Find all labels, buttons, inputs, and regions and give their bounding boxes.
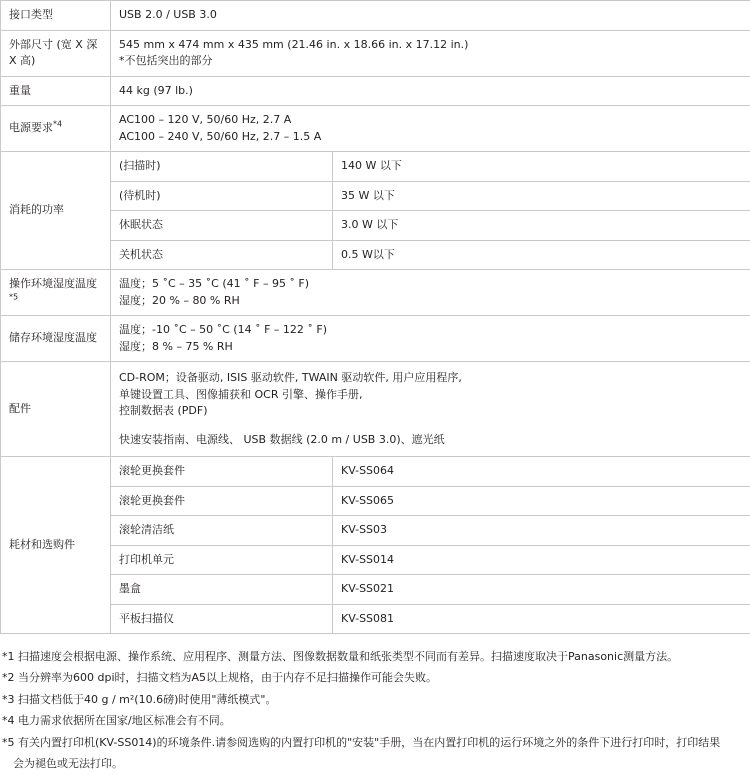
table-row <box>1 240 750 270</box>
table-row <box>1 152 750 182</box>
value-line: AC100 – 240 V, 50/60 Hz, 2.7 – 1.5 A <box>119 129 742 146</box>
row-value: USB 2.0 / USB 3.0 <box>111 1 750 31</box>
row-sublabel: 关机状态 <box>111 240 333 270</box>
row-sublabel: (待机时) <box>111 181 333 211</box>
row-value: KV-SS081 <box>333 604 750 634</box>
row-value: 44 kg (97 lb.) <box>111 76 750 106</box>
value-line: 单键设置工具、图像捕获和 OCR 引擎、操作手册, <box>119 387 742 404</box>
value-line: 快速安装指南、电源线、 USB 数据线 (2.0 m / USB 3.0)、遮光纸 <box>119 432 742 449</box>
row-value <box>111 362 750 457</box>
table-row <box>1 362 750 457</box>
row-sublabel: 休眠状态 <box>111 211 333 241</box>
row-sublabel: 滚轮更换套件 <box>111 486 333 516</box>
value-line: 温度；5 ˚C – 35 ˚C (41 ˚ F – 95 ˚ F) <box>119 276 742 293</box>
row-value: KV-SS065 <box>333 486 750 516</box>
footnote-item: *4 电力需求依据所在国家/地区标准会有不同。 <box>2 710 748 731</box>
row-sublabel: 滚轮更换套件 <box>111 457 333 487</box>
row-label: 消耗的功率 <box>1 152 111 270</box>
row-value: 140 W 以下 <box>333 152 750 182</box>
row-value <box>111 316 750 362</box>
row-label: 接口类型 <box>1 1 111 31</box>
row-label: 储存环境湿度温度 <box>1 316 111 362</box>
table-row <box>1 30 750 76</box>
footnote-item: *5 有关内置打印机(KV-SS014)的环境条件.请参阅选购的内置打印机的"安装"手册，当在内置打印机的运行环境之外的条件下进行打印时，打印结果 <box>2 732 748 753</box>
row-sublabel: (扫描时) <box>111 152 333 182</box>
row-sublabel: 平板扫描仪 <box>111 604 333 634</box>
table-row <box>1 486 750 516</box>
row-sublabel: 打印机单元 <box>111 545 333 575</box>
table-row <box>1 457 750 487</box>
value-line: 湿度；20 % – 80 % RH <box>119 293 742 310</box>
row-value: KV-SS03 <box>333 516 750 546</box>
table-row <box>1 181 750 211</box>
value-line: 控制数据表 (PDF) <box>119 403 742 420</box>
value-line: AC100 – 120 V, 50/60 Hz, 2.7 A <box>119 112 742 129</box>
value-line: 545 mm x 474 mm x 435 mm (21.46 in. x 18.66 in. x 17.12 in.) <box>119 37 742 54</box>
row-value: 0.5 W以下 <box>333 240 750 270</box>
row-label: 外部尺寸 (宽 X 深 X 高) <box>1 30 111 76</box>
value-line: 湿度；8 % – 75 % RH <box>119 339 742 356</box>
row-value: 35 W 以下 <box>333 181 750 211</box>
footnote-item: *2 当分辨率为600 dpi时，扫描文档为A5以上规格，由于内存不足扫描操作可能会失败。 <box>2 667 748 688</box>
value-line: 温度；-10 ˚C – 50 ˚C (14 ˚ F – 122 ˚ F) <box>119 322 742 339</box>
footnote-marker: *5 <box>9 292 18 301</box>
row-label-text: 电源要求 <box>9 121 53 134</box>
row-value <box>111 30 750 76</box>
table-row <box>1 106 750 152</box>
table-row <box>1 516 750 546</box>
table-row <box>1 1 750 31</box>
footnote-item-continuation: 会为褪色或无法打印。 <box>2 753 748 774</box>
row-value: KV-SS064 <box>333 457 750 487</box>
row-label: 耗材和选购件 <box>1 457 111 634</box>
value-line: *不包括突出的部分 <box>119 53 742 70</box>
table-row <box>1 604 750 634</box>
row-value: 3.0 W 以下 <box>333 211 750 241</box>
table-row <box>1 316 750 362</box>
footnote-item: *1 扫描速度会根据电源、操作系统、应用程序、测量方法、图像数据数量和纸张类型不同而有差异。扫描速度取决于Panasonic测量方法。 <box>2 646 748 667</box>
footnotes-section <box>0 634 750 775</box>
value-line: CD-ROM；设备驱动, ISIS 驱动软件, TWAIN 驱动软件, 用户应用程序, <box>119 370 742 387</box>
row-value <box>111 106 750 152</box>
row-sublabel: 墨盒 <box>111 575 333 605</box>
footnote-item: *3 扫描文档低于40 g / m²(10.6磅)时使用"薄纸模式"。 <box>2 689 748 710</box>
table-row <box>1 575 750 605</box>
row-label <box>1 270 111 316</box>
row-label <box>1 106 111 152</box>
row-sublabel: 滚轮清洁纸 <box>111 516 333 546</box>
row-label-text: 操作环境湿度温度 <box>9 277 97 290</box>
row-value <box>111 270 750 316</box>
footnote-marker: *4 <box>53 120 62 129</box>
row-value: KV-SS021 <box>333 575 750 605</box>
table-row <box>1 545 750 575</box>
table-row <box>1 270 750 316</box>
table-row <box>1 211 750 241</box>
row-label: 配件 <box>1 362 111 457</box>
table-row <box>1 76 750 106</box>
row-label: 重量 <box>1 76 111 106</box>
row-value: KV-SS014 <box>333 545 750 575</box>
